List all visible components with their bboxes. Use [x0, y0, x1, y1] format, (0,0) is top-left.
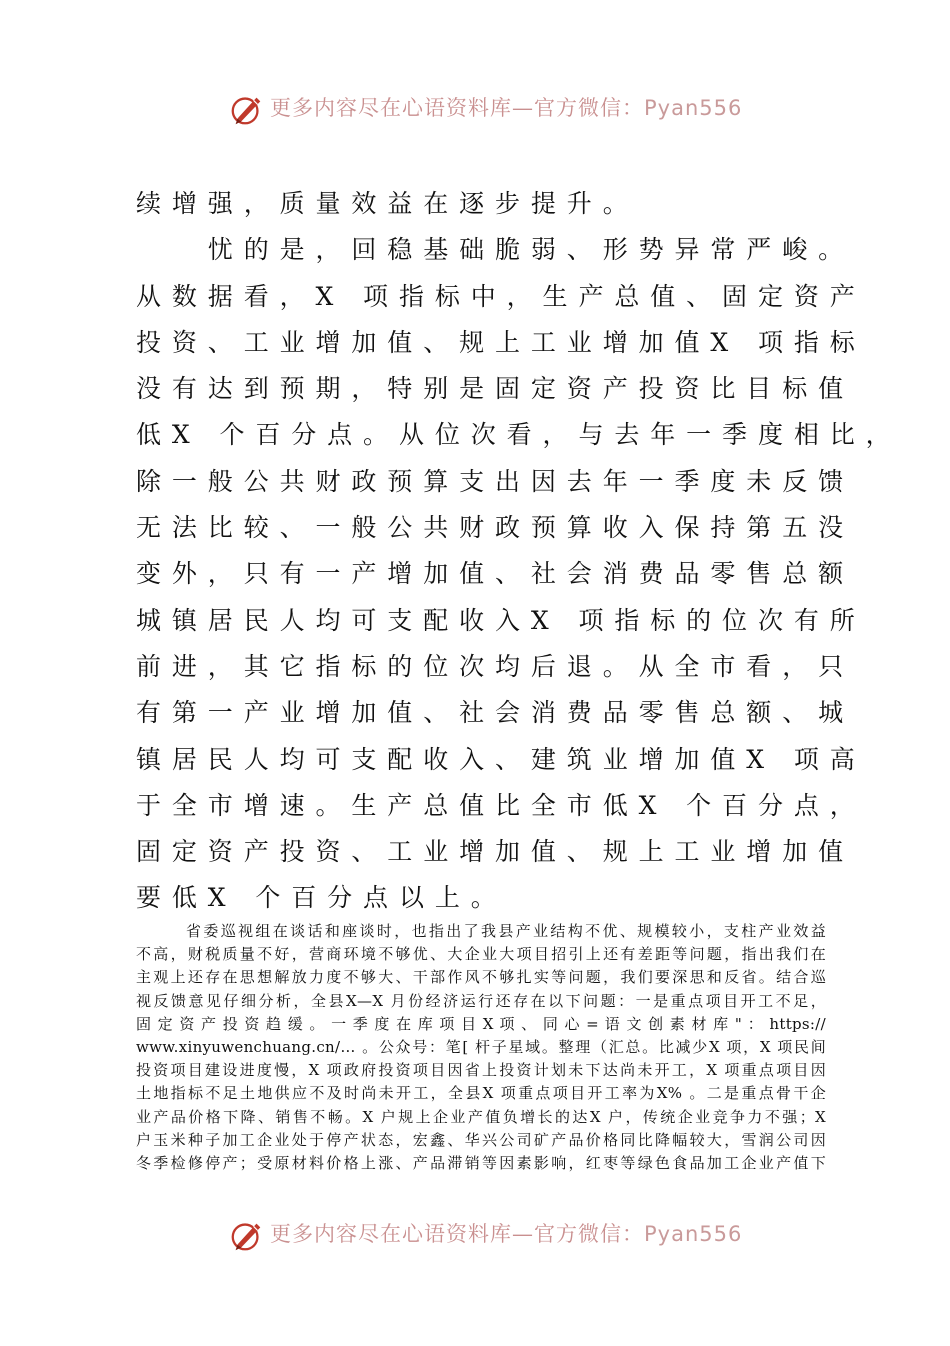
small-text-line: 不高，财税质量不好，营商环境不够优、大企业大项目招引上还有差距等问题，指出我们在 [136, 945, 826, 964]
banner-text [270, 1218, 742, 1248]
small-text-line: 户玉米种子加工企业处于停产状态，宏鑫、华兴公司矿产品价格同比降幅较大，雪润公司因 [136, 1130, 826, 1149]
text-line: 前进，其它指标的位次均后退。从全市看，只 [136, 651, 855, 681]
text-line: 城镇居民人均可支配收入X 项指标的位次有所 [136, 605, 866, 635]
small-text-line: 视反馈意见仔细分析，全县X—X 月份经济运行还存在以下问题：一是重点项目开工不足， [136, 991, 826, 1010]
banner-label: 更多内容尽在心语资料库—官方微信： [270, 96, 644, 120]
small-text-line: 主观上还存在思想解放力度不够大、干部作风不够扎实等问题，我们要深思和反省。结合巡 [136, 968, 826, 987]
small-text-line: 投资项目建设进度慢，X 项政府投资项目因省上投资计划未下达尚未开工，X 项重点项目因 [136, 1061, 826, 1080]
banner-label: 更多内容尽在心语资料库—官方微信： [270, 1222, 644, 1246]
small-text-line: 固 定 资 产 投 资 趋 缓 。 一 季 度 在 库 项 目 X 项 、 同 心 = 语 文 创 素 材 库 " ： https:// [136, 1014, 826, 1033]
pen-logo-icon [228, 1216, 266, 1254]
text-line: 固定资产投资、工业增加值、规上工业增加值 [136, 837, 855, 867]
banner-text [270, 92, 742, 122]
text-line: 有第一产业增加值、社会消费品零售总额、城 [136, 698, 855, 728]
footer-banner [0, 1208, 950, 1258]
text-line: 从数据看，X 项指标中，生产总值、固定资产 [136, 281, 866, 311]
pen-logo-icon [228, 90, 266, 128]
text-line: 要低X 个百分点以上。 [136, 883, 507, 913]
text-line: 低X 个百分点。从位次看，与去年一季度相比， [136, 420, 902, 450]
small-text-line: 土地指标不足土地供应不及时尚未开工，全县X 项重点项目开工率为X% 。二是重点骨干企 [136, 1084, 826, 1103]
small-text-line: 省委巡视组在谈话和座谈时，也指出了我县产业结构不优、规模较小，支柱产业效益 [186, 922, 826, 940]
text-line: 无法比较、一般公共财政预算收入保持第五没 [136, 513, 855, 543]
banner-wechat-id: Pyan556 [644, 1222, 743, 1246]
header-banner [0, 82, 950, 132]
banner-wechat-id: Pyan556 [644, 96, 743, 120]
text-line: 没有达到预期，特别是固定资产投资比目标值 [136, 374, 855, 404]
text-line: 除一般公共财政预算支出因去年一季度未反馈 [136, 466, 855, 496]
text-line: 忧的是，回稳基础脆弱、形势异常严峻。 [136, 235, 855, 265]
small-text-line: 冬季检修停产；受原材料价格上涨、产品滞销等因素影响，红枣等绿色食品加工企业产值下 [136, 1153, 826, 1172]
main-paragraph [136, 181, 902, 922]
text-line: 投资、工业增加值、规上工业增加值X 项指标 [136, 327, 866, 357]
small-text-line: 业产品价格下降、销售不畅。X 户规上企业产值负增长的达X 户，传统企业竞争力不强；X [136, 1107, 826, 1126]
text-line: 于全市增速。生产总值比全市低X 个百分点， [136, 790, 866, 820]
secondary-paragraph [136, 920, 826, 1175]
small-text-line: www.xinyuwenchuang.cn/… 。公众号：笔[ 杆子星域。整理（汇总。比减少X 项，X 项民间 [136, 1037, 826, 1056]
text-line: 变外，只有一产增加值、社会消费品零售总额 [136, 559, 855, 589]
text-line: 镇居民人均可支配收入、建筑业增加值X 项高 [136, 744, 866, 774]
text-line: 续增强，质量效益在逐步提升。 [136, 189, 639, 218]
